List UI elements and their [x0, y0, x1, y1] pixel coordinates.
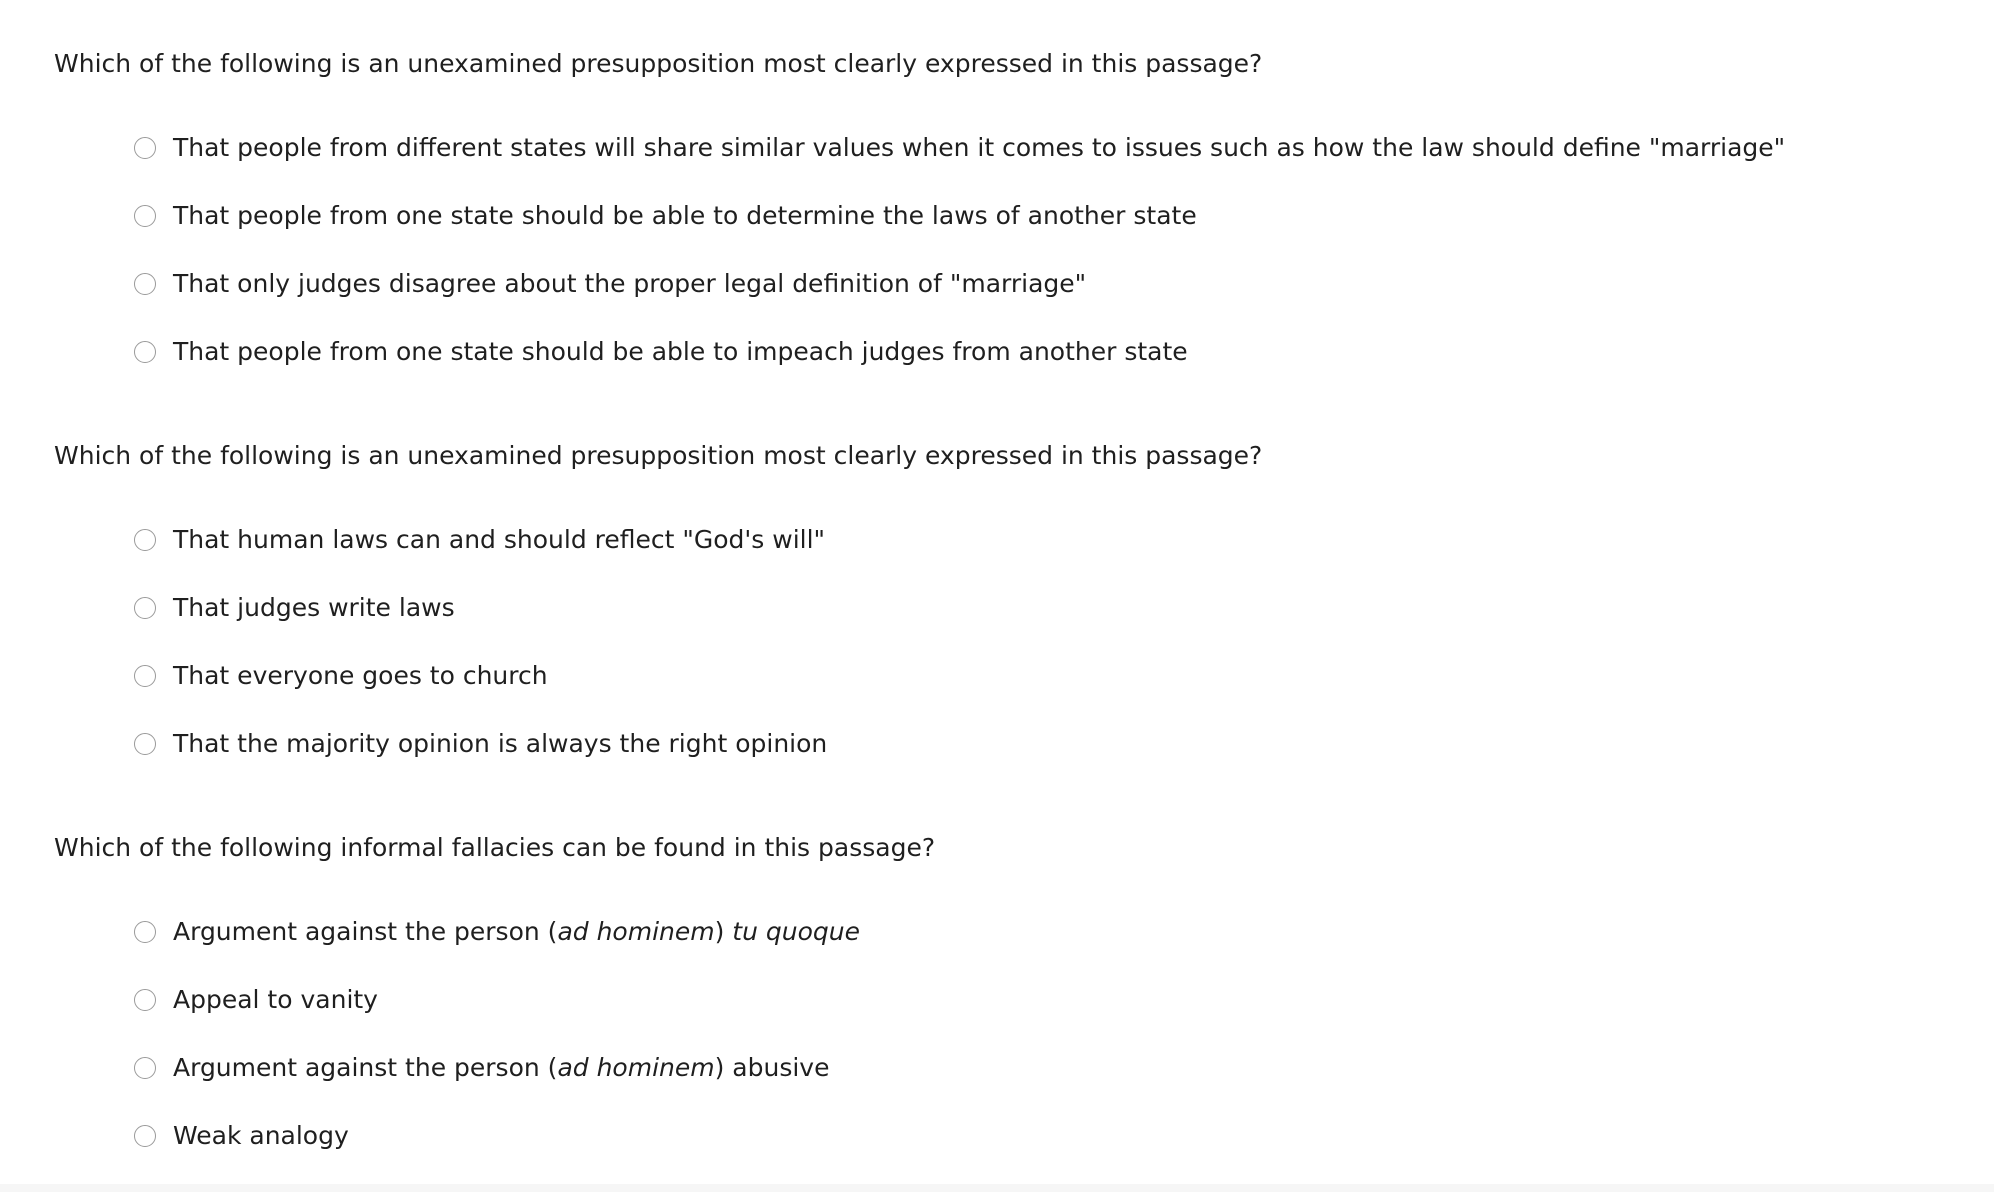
option-label: That people from one state should be able to impeach judges from another state — [173, 337, 1188, 366]
question-2-prompt: Which of the following is an unexamined presupposition most clearly expressed in this passage? — [54, 441, 1263, 470]
option-label: Appeal to vanity — [173, 985, 378, 1014]
option-label: That judges write laws — [173, 593, 455, 622]
page-bottom-edge — [0, 1184, 1994, 1192]
radio-button[interactable] — [134, 205, 156, 227]
question-1-option-1[interactable] — [134, 130, 1785, 166]
option-label: That only judges disagree about the proper legal definition of "marriage" — [173, 269, 1087, 298]
question-3-option-2[interactable] — [134, 982, 378, 1018]
option-label: That the majority opinion is always the right opinion — [173, 729, 828, 758]
question-1-option-3[interactable] — [134, 266, 1086, 302]
radio-button[interactable] — [134, 1057, 156, 1079]
radio-button[interactable] — [134, 273, 156, 295]
option-label: Argument against the person (ad hominem) tu quoque — [173, 917, 860, 946]
question-1-option-4[interactable] — [134, 334, 1188, 370]
question-2-option-3[interactable] — [134, 658, 548, 694]
radio-button[interactable] — [134, 137, 156, 159]
question-3-option-3[interactable] — [134, 1050, 829, 1086]
question-2-option-2[interactable] — [134, 590, 455, 626]
radio-button[interactable] — [134, 733, 156, 755]
question-2-option-4[interactable] — [134, 726, 827, 762]
radio-button[interactable] — [134, 597, 156, 619]
radio-button[interactable] — [134, 341, 156, 363]
radio-button[interactable] — [134, 989, 156, 1011]
radio-button[interactable] — [134, 529, 156, 551]
option-label: Argument against the person (ad hominem) abusive — [173, 1053, 830, 1082]
question-2-option-1[interactable] — [134, 522, 825, 558]
question-3-option-4[interactable] — [134, 1118, 349, 1154]
radio-button[interactable] — [134, 1125, 156, 1147]
option-label: Weak analogy — [173, 1121, 349, 1150]
radio-button[interactable] — [134, 921, 156, 943]
option-label: That everyone goes to church — [173, 661, 548, 690]
question-3-option-1[interactable] — [134, 914, 860, 950]
option-label: That human laws can and should reflect "God's will" — [173, 525, 826, 554]
question-3-prompt: Which of the following informal fallacies can be found in this passage? — [54, 833, 936, 862]
option-label: That people from one state should be able to determine the laws of another state — [173, 201, 1197, 230]
question-1-option-2[interactable] — [134, 198, 1197, 234]
radio-button[interactable] — [134, 665, 156, 687]
question-1-prompt: Which of the following is an unexamined presupposition most clearly expressed in this passage? — [54, 49, 1263, 78]
option-label: That people from different states will share similar values when it comes to issues such as how the law should define "marriage" — [173, 133, 1786, 162]
